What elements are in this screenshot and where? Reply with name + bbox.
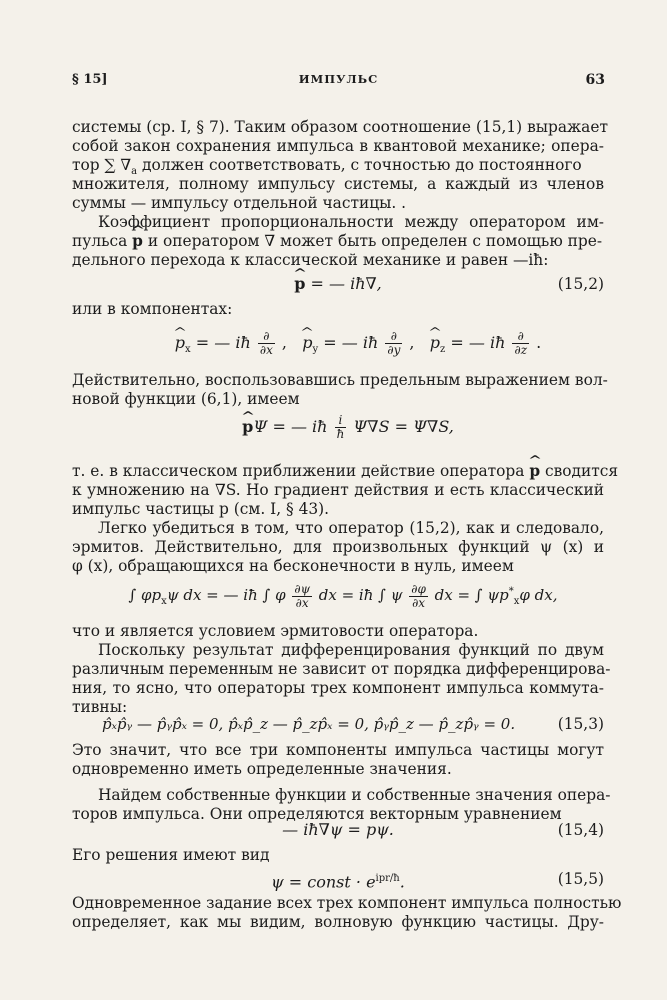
p-x: ^ p bbox=[175, 331, 185, 355]
text-line: торов импульса. Они определяются векторным уравнением bbox=[72, 805, 562, 823]
text-line: дельного перехода к классической механике и равен —iħ: bbox=[72, 251, 549, 269]
section-marker: § 15] bbox=[72, 72, 108, 87]
equation-body: dx = ∫ ψp bbox=[429, 586, 509, 604]
denominator: ∂y bbox=[387, 343, 401, 357]
comma: , bbox=[404, 333, 415, 352]
fraction bbox=[292, 583, 312, 610]
text-line: Его решения имеют вид bbox=[72, 846, 270, 864]
text-line: что и является условием эрмитовости оператора. bbox=[72, 622, 479, 640]
equation-limit bbox=[72, 414, 604, 448]
text-span: т. е. в классическом приближении действие оператора bbox=[72, 462, 530, 480]
numerator: ∂ψ bbox=[294, 581, 310, 596]
period: . bbox=[399, 872, 405, 892]
subscript: a bbox=[131, 166, 138, 178]
equation-15-2 bbox=[72, 272, 604, 296]
text-line bbox=[72, 232, 604, 251]
numerator: ∂φ bbox=[411, 581, 426, 596]
equation-body: ψ dx = — iħ ∫ φ bbox=[166, 586, 291, 604]
page-header bbox=[72, 72, 605, 94]
denominator: ∂x bbox=[412, 595, 426, 610]
equation-body: = — iħ bbox=[445, 333, 511, 352]
text-line: к умножению на ∇S. Но градиент действия и есть классический bbox=[72, 481, 604, 499]
text-line: определяет, как мы видим, волновую функцию частицы. Дру- bbox=[72, 913, 604, 931]
fraction bbox=[512, 330, 529, 357]
subscript: x bbox=[185, 344, 191, 356]
text-line: одновременно иметь определенные значения. bbox=[72, 760, 452, 778]
sum-symbol: ∑ ∇ bbox=[104, 156, 132, 174]
text-span: должен соответствовать, с точностью до постоянного bbox=[137, 156, 582, 174]
subscript: x bbox=[513, 596, 520, 607]
equation-number: (15,4) bbox=[557, 821, 604, 839]
subscript: y bbox=[312, 344, 319, 356]
text-span: тор bbox=[72, 156, 105, 174]
text-line: Легко убедиться в том, что оператор (15,2), как и следовало, bbox=[98, 519, 604, 537]
equation-body: = — iħ bbox=[190, 333, 256, 352]
text-span: и оператором ∇ может быть определен с помощью пре- bbox=[142, 232, 603, 250]
equation-body: = — iħ∇, bbox=[305, 274, 382, 293]
operator-p: ^ p bbox=[242, 415, 253, 439]
text-line: системы (ср. I, § 7). Таким образом соотношение (15,1) выражает bbox=[72, 118, 608, 136]
equation-15-4 bbox=[72, 818, 604, 842]
text-line: Действительно, воспользовавшись предельным выражением вол- bbox=[72, 371, 608, 389]
text-line bbox=[72, 462, 619, 481]
fraction bbox=[385, 330, 402, 357]
text-line: или в компонентах: bbox=[72, 300, 233, 318]
p-z: ^ p bbox=[430, 331, 440, 355]
exponent: ipr/ħ bbox=[375, 873, 400, 884]
text-line: Коэффициент пропорциональности между оператором им- bbox=[98, 213, 604, 231]
p-y: ^ p bbox=[302, 331, 312, 355]
operator-p: ^ p bbox=[294, 272, 305, 296]
equation-body: — iħ∇ψ = pψ. bbox=[282, 820, 394, 839]
text-line: собой закон сохранения импульса в квантовой механике; опера- bbox=[72, 137, 604, 155]
text-line: Это значит, что все три компоненты импульса частицы могут bbox=[72, 741, 604, 759]
text-line: импульс частицы p (см. I, § 43). bbox=[72, 500, 330, 518]
numerator: ∂ bbox=[258, 330, 275, 344]
superscript: * bbox=[508, 586, 514, 597]
equation-body: ψ = const · e bbox=[271, 872, 376, 892]
text-line: тивны: bbox=[72, 698, 128, 716]
period: . bbox=[531, 333, 542, 352]
text-line: Найдем собственные функции и собственные значения опера- bbox=[98, 786, 611, 804]
text-line: эрмитов. Действительно, для произвольных функций ψ (x) и bbox=[72, 538, 604, 556]
subscript: z bbox=[440, 344, 446, 356]
running-title: ИМПУЛЬС bbox=[298, 72, 379, 86]
equation-body: Ψ = — iħ bbox=[253, 417, 333, 436]
numerator: i bbox=[335, 414, 347, 428]
fraction bbox=[409, 583, 428, 610]
text-line: суммы — импульсу отдельной частицы. . bbox=[72, 194, 407, 212]
text-line: ния, то ясно, что операторы трех компонент импульса коммута- bbox=[72, 679, 604, 697]
text-line: множителя, полному импульсу системы, а каждый из членов bbox=[72, 175, 604, 193]
fraction bbox=[258, 330, 275, 357]
denominator: ∂x bbox=[295, 595, 309, 610]
equation-body: ∫ φp bbox=[128, 586, 162, 604]
equation-number: (15,3) bbox=[557, 715, 604, 733]
numerator: ∂ bbox=[385, 330, 402, 344]
equation-body: dx = iħ ∫ ψ bbox=[313, 586, 408, 604]
equation-number: (15,2) bbox=[557, 275, 604, 293]
equation-number: (15,5) bbox=[557, 870, 604, 888]
operator-p: ^ p bbox=[132, 232, 143, 251]
equation-body: p̂ₓp̂ᵧ — p̂ᵧp̂ₓ = 0, p̂ₓp̂_z — p̂_zp̂ₓ = 0, p̂ᵧp̂_z — p̂_zp̂ᵧ = 0. bbox=[102, 715, 516, 733]
denominator: ħ bbox=[336, 427, 345, 441]
page-number: 63 bbox=[585, 72, 605, 88]
equation-15-3 bbox=[72, 712, 604, 736]
equation-hermitian bbox=[72, 580, 604, 620]
text-line: Одновременное задание всех трех компонент импульса полностью bbox=[72, 894, 622, 912]
equation-components bbox=[72, 330, 604, 364]
denominator: ∂x bbox=[259, 343, 273, 357]
subscript: x bbox=[161, 596, 167, 607]
text-span: сводится bbox=[540, 462, 619, 480]
text-line: различным переменным не зависит от порядка дифференцирова- bbox=[72, 660, 611, 678]
comma: , bbox=[276, 333, 288, 352]
text-line: Поскольку результат дифференцирования функций по двум bbox=[98, 641, 604, 659]
text-line: φ (x), обращающихся на бесконечности в нуль, имеем bbox=[72, 557, 514, 575]
equation-15-5 bbox=[72, 867, 604, 891]
fraction bbox=[335, 414, 347, 441]
equation-body: φ dx, bbox=[519, 586, 558, 604]
operator-p: ^ p bbox=[529, 462, 540, 481]
denominator: ∂z bbox=[514, 343, 528, 357]
equation-body: Ψ∇S = Ψ∇S, bbox=[348, 417, 454, 436]
numerator: ∂ bbox=[512, 330, 529, 344]
equation-body: = — iħ bbox=[318, 333, 384, 352]
text-span: пульса bbox=[72, 232, 133, 250]
text-line: новой функции (6,1), имеем bbox=[72, 390, 300, 408]
